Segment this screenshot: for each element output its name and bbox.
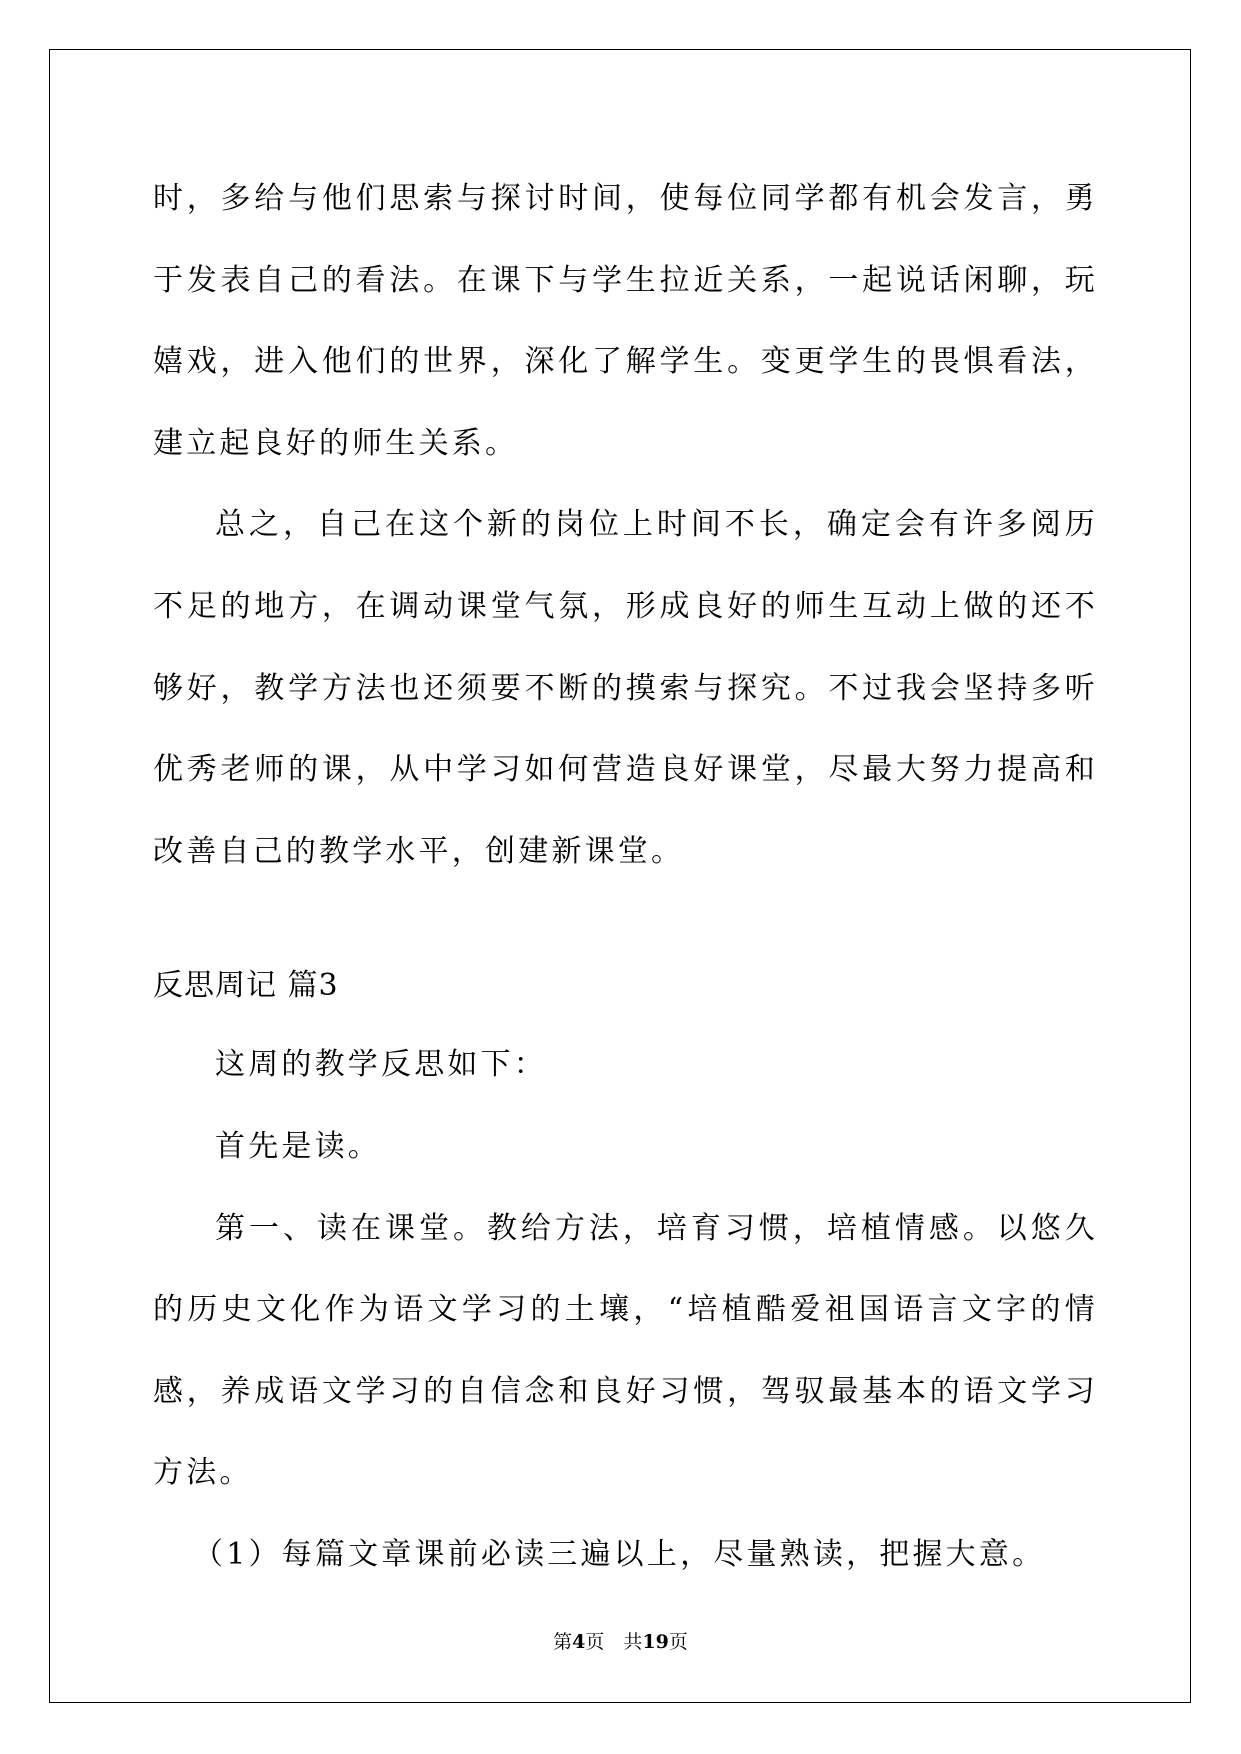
page-footer: [0, 1627, 1241, 1654]
paragraph: 首先是读。: [215, 1128, 381, 1164]
footer-suffix: 页: [668, 1631, 688, 1653]
footer-page-number: 4: [572, 1631, 586, 1653]
paragraph: 总之，自己在这个新的岗位上时间不长，确定会有许多阅历不足的地方，在调动课堂气氛，形成良好的师生互动上做的还不够好，教学方法也还须要不断的摸索与探究。不过我会坚持多听优秀老师的课，从中学习如何营造良好课堂，尽最大努力提高和改善自己的教学水平，创建新课堂。: [153, 507, 1098, 869]
paragraph: 时，多给与他们思索与探讨时间，使每位同学都有机会发言，勇于发表自己的看法。在课下与学生拉近关系，一起说话闲聊，玩嬉戏，进入他们的世界，深化了解学生。变更学生的畏惧看法，建立起良好的师生关系。: [153, 181, 1098, 461]
paragraph: 第一、读在课堂。教给方法，培育习惯，培植情感。以悠久的历史文化作为语文学习的土壤，“培植酷爱祖国语言文字的情感，养成语文学习的自信念和良好习惯，驾驭最基本的语文学习方法。: [153, 1210, 1098, 1491]
list-item: （1）每篇文章课前必读三遍以上，尽量熟读，把握大意。: [193, 1536, 1046, 1572]
section-heading: 反思周记 篇3: [153, 968, 339, 1004]
footer-total-pages: 19: [642, 1631, 669, 1653]
paragraph: 这周的教学反思如下：: [215, 1047, 547, 1083]
footer-mid: 页 共: [585, 1631, 643, 1653]
document-body: [153, 158, 1098, 1596]
footer-prefix: 第: [553, 1631, 573, 1653]
